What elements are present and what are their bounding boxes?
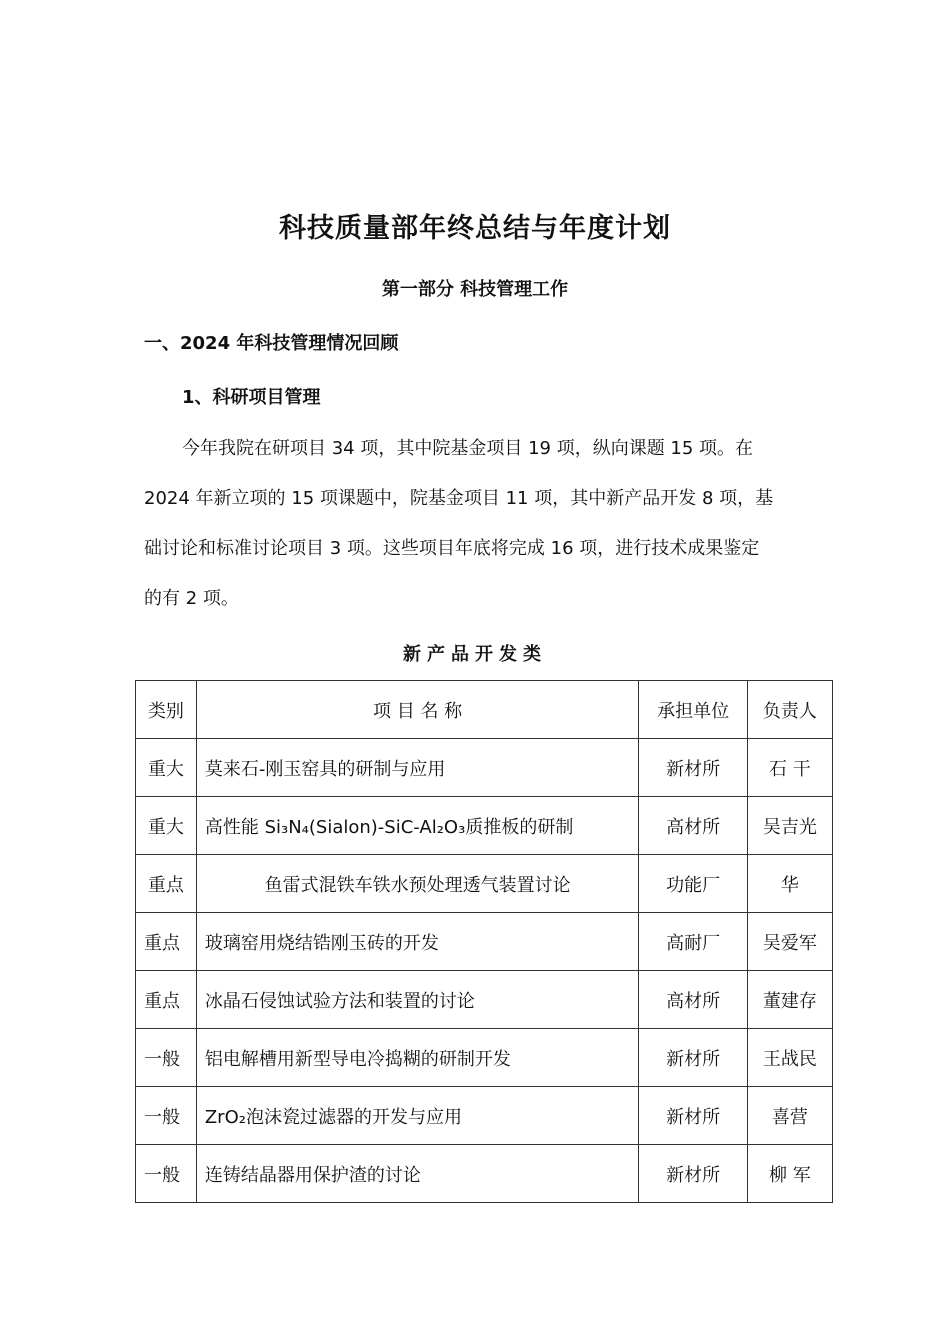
- section-heading: 一、2024 年科技管理情况回顾: [144, 333, 399, 354]
- project-table: [135, 680, 833, 1203]
- cell-unit: 功能厂: [639, 855, 747, 913]
- cell-lead: 董建存: [747, 971, 832, 1029]
- cell-lead: 喜营: [747, 1087, 832, 1145]
- paragraph-line: 础讨论和标准讨论项目 3 项。这些项目年底将完成 16 项，进行技术成果鉴定: [144, 538, 760, 559]
- table-row: [136, 913, 833, 971]
- subsection-heading: 1、科研项目管理: [182, 387, 321, 408]
- document-title: 科技质量部年终总结与年度计划: [279, 213, 671, 244]
- cell-unit: 新材所: [639, 739, 747, 797]
- cell-type: 一般: [136, 1145, 197, 1203]
- cell-name: 鱼雷式混铁车铁水预处理透气装置讨论: [196, 855, 639, 913]
- cell-type: 一般: [136, 1087, 197, 1145]
- cell-unit: 高耐厂: [639, 913, 747, 971]
- cell-lead: 石 干: [747, 739, 832, 797]
- cell-unit: 高材所: [639, 971, 747, 1029]
- paragraph-line: 的有 2 项。: [144, 588, 239, 609]
- cell-lead: 吴爱军: [747, 913, 832, 971]
- cell-type: 重点: [136, 855, 197, 913]
- cell-unit: 新材所: [639, 1087, 747, 1145]
- cell-name: 高性能 Si₃N₄(Sialon)-SiC-Al₂O₃质推板的研制: [196, 797, 639, 855]
- body-paragraph: [144, 424, 809, 624]
- cell-unit: 新材所: [639, 1145, 747, 1203]
- cell-name: 莫来石-刚玉窑具的研制与应用: [196, 739, 639, 797]
- cell-lead: 王战民: [747, 1029, 832, 1087]
- table-header-row: [136, 681, 833, 739]
- header-name: 项 目 名 称: [196, 681, 639, 739]
- cell-name: 铝电解槽用新型导电冷捣糊的研制开发: [196, 1029, 639, 1087]
- header-unit: 承担单位: [639, 681, 747, 739]
- table-row: [136, 1029, 833, 1087]
- cell-lead: 柳 军: [747, 1145, 832, 1203]
- cell-type: 重点: [136, 913, 197, 971]
- cell-name: 连铸结晶器用保护渣的讨论: [196, 1145, 639, 1203]
- header-lead: 负责人: [747, 681, 832, 739]
- cell-type: 一般: [136, 1029, 197, 1087]
- cell-type: 重大: [136, 797, 197, 855]
- table-row: [136, 855, 833, 913]
- table-row: [136, 1145, 833, 1203]
- table-row: [136, 739, 833, 797]
- cell-unit: 新材所: [639, 1029, 747, 1087]
- paragraph-line: 今年我院在研项目 34 项，其中院基金项目 19 项，纵向课题 15 项。在: [182, 438, 754, 459]
- cell-name: ZrO₂泡沫瓷过滤器的开发与应用: [196, 1087, 639, 1145]
- table-title: 新产品开发类: [403, 644, 547, 665]
- header-type: 类别: [136, 681, 197, 739]
- cell-type: 重大: [136, 739, 197, 797]
- table-row: [136, 971, 833, 1029]
- cell-name: 冰晶石侵蚀试验方法和装置的讨论: [196, 971, 639, 1029]
- cell-lead: 吴吉光: [747, 797, 832, 855]
- cell-lead: 华: [747, 855, 832, 913]
- paragraph-line: 2024 年新立项的 15 项课题中，院基金项目 11 项，其中新产品开发 8 项，基: [144, 488, 774, 509]
- table-row: [136, 1087, 833, 1145]
- cell-name: 玻璃窑用烧结锆刚玉砖的开发: [196, 913, 639, 971]
- table-row: [136, 797, 833, 855]
- cell-type: 重点: [136, 971, 197, 1029]
- cell-unit: 高材所: [639, 797, 747, 855]
- part-title: 第一部分 科技管理工作: [381, 279, 569, 300]
